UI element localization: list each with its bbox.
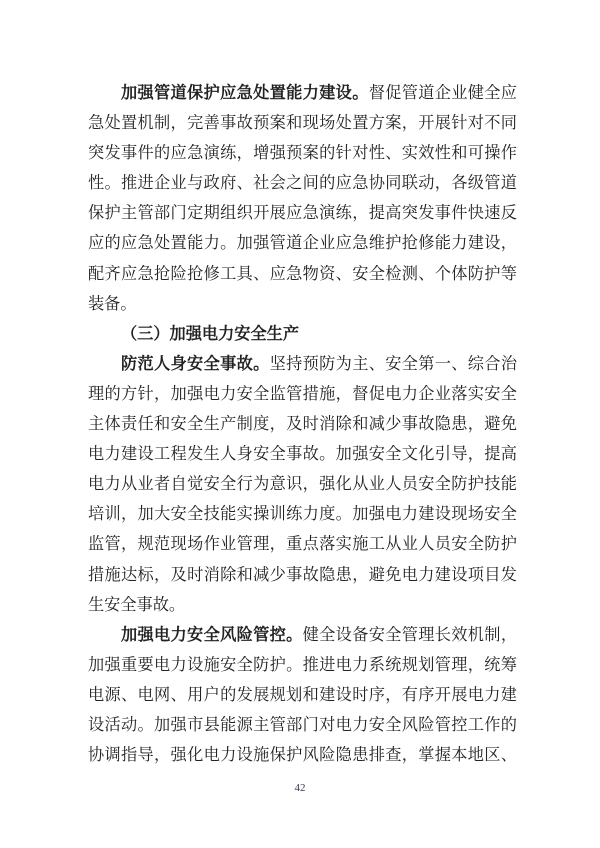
text-line bbox=[88, 168, 517, 198]
text-segment: 急处置机制，完善事故预案和现场处置方案，开展针对不同 bbox=[88, 114, 517, 133]
text-line bbox=[88, 319, 517, 349]
text-line bbox=[88, 499, 517, 529]
text-line bbox=[88, 439, 517, 469]
text-segment: 电力建设工程发生人身安全事故。加强安全文化引导，提高 bbox=[88, 445, 517, 464]
text-segment: 装备。 bbox=[88, 294, 137, 313]
text-segment: 设活动。加强市县能源主管部门对电力安全风险管控工作的 bbox=[88, 715, 517, 734]
text-segment: 保护主管部门定期组织开展应急演练，提高突发事件快速反 bbox=[88, 204, 517, 223]
text-segment: 健全设备安全管理长效机制， bbox=[302, 625, 517, 644]
text-segment: 电源、电网、用户的发展规划和建设时序，有序开展电力建 bbox=[88, 685, 517, 704]
text-line bbox=[88, 560, 517, 590]
text-segment: 协调指导，强化电力设施保护风险隐患排查，掌握本地区、 bbox=[88, 746, 517, 765]
text-line bbox=[88, 78, 517, 108]
text-segment: 培训，加大安全技能实操训练力度。加强电力建设现场安全 bbox=[88, 505, 517, 524]
text-line bbox=[88, 620, 517, 650]
text-line bbox=[88, 740, 517, 770]
text-segment: 突发事件的应急演练，增强预案的针对性、实效性和可操作 bbox=[88, 144, 517, 163]
text-line bbox=[88, 529, 517, 559]
text-line bbox=[88, 650, 517, 680]
text-line bbox=[88, 710, 517, 740]
text-line bbox=[88, 379, 517, 409]
text-segment: 电力从业者自觉安全行为意识，强化从业人员安全防护技能 bbox=[88, 475, 517, 494]
bold-text-segment: 加强电力安全风险管控。 bbox=[121, 625, 303, 644]
text-line bbox=[88, 259, 517, 289]
text-line bbox=[88, 289, 517, 319]
text-segment: 主体责任和安全生产制度，及时消除和减少事故隐患，避免 bbox=[88, 415, 517, 434]
text-line bbox=[88, 590, 517, 620]
text-line bbox=[88, 680, 517, 710]
bold-text-segment: 防范人身安全事故。 bbox=[121, 354, 270, 373]
text-line bbox=[88, 198, 517, 228]
text-line bbox=[88, 349, 517, 379]
text-line bbox=[88, 108, 517, 138]
text-segment: 生安全事故。 bbox=[88, 595, 186, 614]
text-line bbox=[88, 138, 517, 168]
text-segment: 应的应急处置能力。加强管道企业应急维护抢修能力建设， bbox=[88, 234, 517, 253]
bold-text-segment: （三）加强电力安全生产 bbox=[121, 324, 300, 343]
text-segment: 督促管道企业健全应 bbox=[368, 84, 517, 102]
text-segment: 理的方针，加强电力安全监管措施，督促电力企业落实安全 bbox=[88, 384, 517, 403]
text-segment: 措施达标，及时消除和减少事故隐患，避免电力建设项目发 bbox=[88, 565, 517, 584]
text-line bbox=[88, 409, 517, 439]
text-segment: 监管，规范现场作业管理，重点落实施工从业人员安全防护 bbox=[88, 535, 517, 554]
text-segment: 性。推进企业与政府、社会之间的应急协同联动，各级管道 bbox=[88, 174, 517, 193]
bold-text-segment: 加强管道保护应急处置能力建设。 bbox=[121, 84, 369, 102]
text-segment: 加强重要电力设施安全防护。推进电力系统规划管理，统筹 bbox=[88, 655, 517, 674]
page-number: 42 bbox=[294, 782, 306, 794]
page-body bbox=[88, 78, 517, 770]
text-line bbox=[88, 228, 517, 258]
text-segment: 配齐应急抢险抢修工具、应急物资、安全检测、个体防护等 bbox=[88, 264, 517, 283]
text-segment: 坚持预防为主、安全第一、综合治 bbox=[269, 354, 517, 373]
text-line bbox=[88, 469, 517, 499]
